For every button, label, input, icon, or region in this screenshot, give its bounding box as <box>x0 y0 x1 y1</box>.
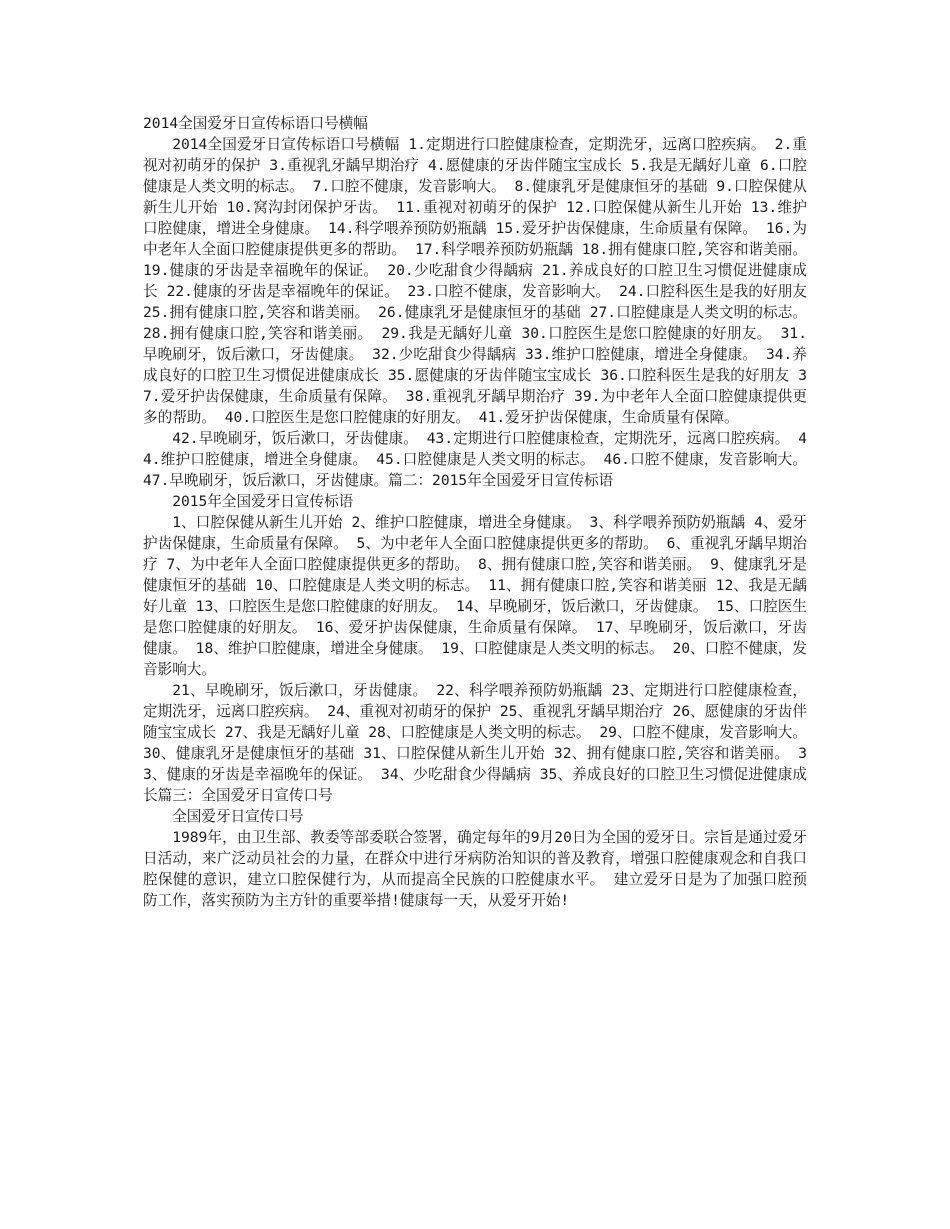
paragraph-2014-slogans: 2014全国爱牙日宣传标语口号横幅 1.定期进行口腔健康检查，定期洗牙，远离口腔疾病。 2.重视对初萌牙的保护 3.重视乳牙龋早期治疗 4.愿健康的牙齿伴随宝宝成长 5.我是无龋好儿童 6.口腔健康是人类文明的标志。 7.口腔不健康，发音影响大。 8.健康乳牙是健康恒牙的基础 9.口腔保健从新生儿开始 10.窝沟封闭保护牙齿。 11.重视对初萌牙的保护 12.口腔保健从新生儿开始 13.维护口腔健康，增进全身健康。 14.科学喂养预防奶瓶龋 15.爱牙护齿保健康，生命质量有保障。 16.为中老年人全面口腔健康提供更多的帮助。 17.科学喂养预防奶瓶龋 18.拥有健康口腔,笑容和谐美丽。 19.健康的牙齿是幸福晚年的保证。 20.少吃甜食少得龋病 21.养成良好的口腔卫生习惯促进健康成长 22.健康的牙齿是幸福晚年的保证。 23.口腔不健康，发音影响大。 24.口腔科医生是我的好朋友 25.拥有健康口腔,笑容和谐美丽。 26.健康乳牙是健康恒牙的基础 27.口腔健康是人类文明的标志。 28.拥有健康口腔,笑容和谐美丽。 29.我是无龋好儿童 30.口腔医生是您口腔健康的好朋友。 31.早晚刷牙，饭后漱口，牙齿健康。 32.少吃甜食少得龋病 33.维护口腔健康，增进全身健康。 34.养成良好的口腔卫生习惯促进健康成长 35.愿健康的牙齿伴随宝宝成长 36.口腔科医生是我的好朋友 37.爱牙护齿保健康，生命质量有保障。 38.重视乳牙龋早期治疗 39.为中老年人全面口腔健康提供更多的帮助。 40.口腔医生是您口腔健康的好朋友。 41.爱牙护齿保健康，生命质量有保障。 <box>143 136 807 426</box>
document-title: 2014全国爱牙日宣传标语口号横幅 <box>143 115 368 132</box>
paragraph-national-description: 1989年，由卫生部、教委等部委联合签署，确定每年的9月20日为全国的爱牙日。宗旨是通过爱牙日活动，来广泛动员社会的力量，在群众中进行牙病防治知识的普及教育，增强口腔健康观念和自我口腔保健的意识，建立口腔保健行为，从而提高全民族的口腔健康水平。 建立爱牙日是为了加强口腔预防工作，落实预防为主方针的重要举措!健康每一天，从爱牙开始! <box>143 829 807 909</box>
paragraph-2014-slogans-continued: 42.早晚刷牙，饭后漱口，牙齿健康。 43.定期进行口腔健康检查，定期洗牙，远离口腔疾病。 44.维护口腔健康，增进全身健康。 45.口腔健康是人类文明的标志。 46.口腔不健康，发音影响大。 47.早晚刷牙，饭后漱口，牙齿健康。篇二：2015年全国爱牙日宣传标语 <box>143 430 807 489</box>
section-heading-national: 全国爱牙日宣传口号 <box>172 808 304 825</box>
paragraph-2015-slogans-continued: 21、早晚刷牙，饭后漱口，牙齿健康。 22、科学喂养预防奶瓶龋 23、定期进行口腔健康检查，定期洗牙，远离口腔疾病。 24、重视对初萌牙的保护 25、重视乳牙龋早期治疗 26、愿健康的牙齿伴随宝宝成长 27、我是无龋好儿童 28、口腔健康是人类文明的标志。 29、口腔不健康，发音影响大。 30、健康乳牙是健康恒牙的基础 31、口腔保健从新生儿开始 32、拥有健康口腔,笑容和谐美丽。 33、健康的牙齿是幸福晚年的保证。 34、少吃甜食少得龋病 35、养成良好的口腔卫生习惯促进健康成长篇三：全国爱牙日宣传口号 <box>143 682 807 804</box>
section-heading-2015: 2015年全国爱牙日宣传标语 <box>172 493 354 510</box>
document-body <box>143 113 807 911</box>
paragraph-2015-slogans: 1、口腔保健从新生儿开始 2、维护口腔健康，增进全身健康。 3、科学喂养预防奶瓶龋 4、爱牙护齿保健康，生命质量有保障。 5、为中老年人全面口腔健康提供更多的帮助。 6、重视乳牙龋早期治疗 7、为中老年人全面口腔健康提供更多的帮助。 8、拥有健康口腔,笑容和谐美丽。 9、健康乳牙是健康恒牙的基础 10、口腔健康是人类文明的标志。 11、拥有健康口腔,笑容和谐美丽 12、我是无龋好儿童 13、口腔医生是您口腔健康的好朋友。 14、早晚刷牙，饭后漱口，牙齿健康。 15、口腔医生是您口腔健康的好朋友。 16、爱牙护齿保健康，生命质量有保障。 17、早晚刷牙，饭后漱口，牙齿健康。 18、维护口腔健康，增进全身健康。 19、口腔健康是人类文明的标志。 20、口腔不健康，发音影响大。 <box>143 514 807 678</box>
